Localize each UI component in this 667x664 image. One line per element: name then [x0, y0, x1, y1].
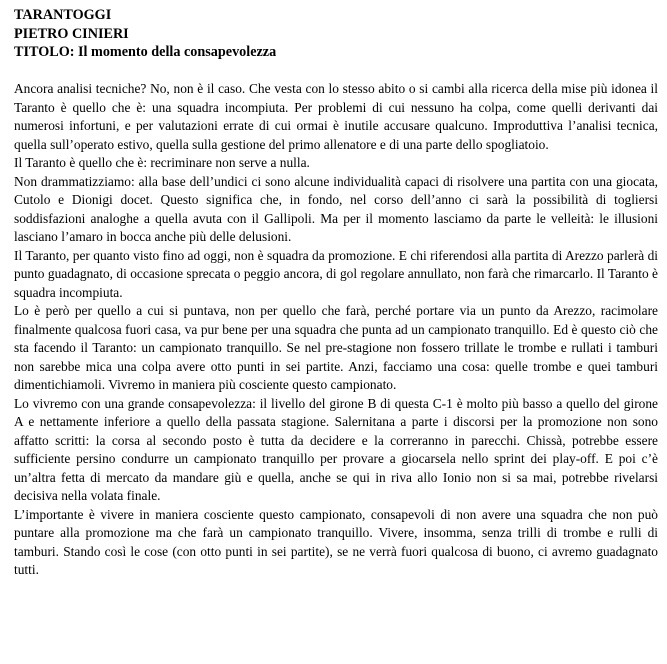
- newspaper-name: TARANTOGGI: [14, 7, 112, 23]
- paragraph: Ancora analisi tecniche? No, non è il caso. Che vesta con lo stesso abito o si cambi alla ricerca della mise più idonea il Taranto è quello che è: una squadra incompiuta. Per problemi di cui nessuno ha colpa, come quelli derivanti dai numerosi infortuni, e per valutazioni errate di cui ormai è inutile accusare qualcuno. Improduttiva l’analisi tecnica, quella sull’operato estivo, quella sulla gestione del primo allenatore e di una parte dello spogliatoio.: [14, 81, 658, 152]
- paragraph: Lo è però per quello a cui si puntava, non per quello che farà, perché portare via un punto da Arezzo, racimolare finalmente qualcosa fuori casa, va pur bene per una squadra che punta ad un campionato tranquillo. Ed è questo ciò che sta facendo il Taranto: un campionato tranquillo. Se nel pre-stagione non fossero trillate le trombe e rullati i tamburi non sarebbe mica una colpa avere otto punti in sei partite. Anzi, facciamo una cosa: quelle trombe e quei tamburi dimentichiamoli. Vivremo in maniera più cosciente questo campionato.: [14, 303, 658, 392]
- paragraph: Lo vivremo con una grande consapevolezza: il livello del girone B di questa C-1 è molto più basso a quello del girone A e nettamente inferiore a quello della passata stagione. Salernitana a parte i discorsi per la promozione non sono affatto scritti: la corsa al secondo posto è tutta da decidere e la correranno in parecchi. Chissà, potrebbe essere sufficiente persino condurre un campionato tranquillo per provare a giocarsela nello sprint dei play-off. E poi c’è un’altra fetta di mercato da mandare giù e quella, anche se qui in riva allo Ionio non si sa mai, potrebbe rivelarsi decisiva nella volata finale.: [14, 395, 658, 503]
- article-title: TITOLO: Il momento della consapevolezza: [14, 44, 277, 60]
- author-name: PIETRO CINIERI: [14, 25, 129, 42]
- article-body: [14, 80, 658, 580]
- paragraph: Non drammatizziamo: alla base dell’undici ci sono alcune individualità capaci di risolvere una partita con una giocata, Cutolo e Dionigi docet. Questo significa che, in fondo, nel corso dell’anno ci sarà la possibilità di togliersi soddisfazioni analoghe a quella avuta con il Gallipoli. Ma per il momento lasciamo da parte le velleità: le illusioni lasciano l’amaro in bocca anche più delle delusioni.: [14, 173, 658, 244]
- paragraph: L’importante è vivere in maniera cosciente questo campionato, consapevoli di non avere una squadra che non può puntare alla promozione ma che farà un campionato tranquillo. Vivere, insomma, senza trilli di trombe e rulli di tamburi. Stando così le cose (con otto punti in sei partite), se ne verrà fuori qualcosa di buono, ci avremo guadagnato tutti.: [14, 506, 658, 577]
- paragraph: Il Taranto è quello che è: recriminare non serve a nulla.: [14, 155, 310, 170]
- blank-line: [14, 62, 658, 81]
- paragraph: Il Taranto, per quanto visto fino ad oggi, non è squadra da promozione. E chi riferendosi alla partita di Arezzo parlerà di punto guadagnato, di occasione sprecata o peggio ancora, di gol regolare annullato, non farà che rimarcarlo. Il Taranto è squadra incompiuta.: [14, 247, 658, 300]
